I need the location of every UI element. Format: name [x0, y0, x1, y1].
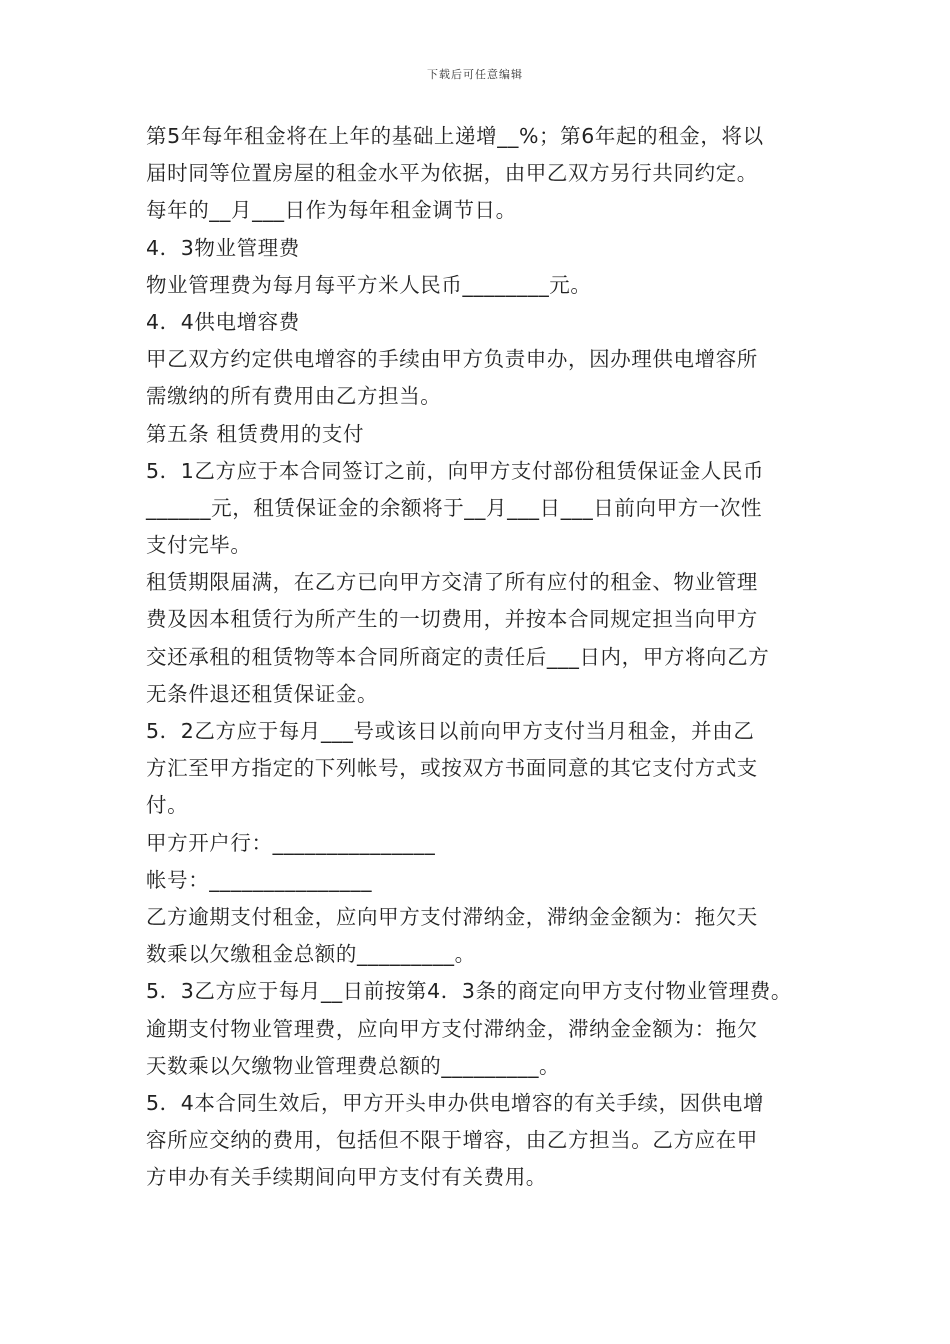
text-line: 数乘以欠缴租金总额的_________。 [146, 942, 476, 967]
text-line: 物业管理费为每月每平方米人民币________元。 [146, 272, 592, 297]
account-field-line: 帐号：_______________ [146, 867, 373, 892]
text-line: 甲乙双方约定供电增容的手续由甲方负责申办，因办理供电增容所 [146, 347, 758, 372]
text-line: 方申办有关手续期间向甲方支付有关费用。 [146, 1165, 547, 1190]
section-heading: 4．3物业管理费 [146, 235, 300, 260]
article-heading: 第五条 租赁费用的支付 [146, 421, 365, 446]
text-line: 付。 [146, 793, 189, 818]
text-line: ______元，租赁保证金的余额将于__月___日___日前向甲方一次性 [146, 495, 763, 520]
text-line: 支付完毕。 [146, 533, 252, 558]
text-line: 5．2乙方应于每月___号或该日以前向甲方支付当月租金，并由乙 [146, 719, 755, 743]
text-line: 5．1乙方应于本合同签订之前，向甲方支付部份租赁保证金人民币 [146, 458, 765, 483]
text-line: 逾期支付物业管理费，应向甲方支付滞纳金，滞纳金金额为：拖欠 [146, 1016, 758, 1041]
text-line: 5．3乙方应于每月__日前按第4．3条的商定向甲方支付物业管理费。 [146, 979, 792, 1004]
text-line: 届时同等位置房屋的租金水平为依据，由甲乙双方另行共同约定。 [146, 161, 758, 186]
text-line: 租赁期限届满，在乙方已向甲方交清了所有应付的租金、物业管理 [146, 570, 758, 595]
document-body [146, 118, 836, 1196]
text-line: 方汇至甲方指定的下列帐号，或按双方书面同意的其它支付方式支 [146, 756, 758, 781]
text-line: 第5年每年租金将在上年的基础上递增__%；第6年起的租金，将以 [146, 124, 764, 148]
bank-field-line: 甲方开户行：_______________ [146, 830, 436, 855]
text-line: 交还承租的租赁物等本合同所商定的责任后___日内，甲方将向乙方 [146, 644, 770, 669]
section-heading: 4．4供电增容费 [146, 309, 300, 334]
text-line: 乙方逾期支付租金，应向甲方支付滞纳金，滞纳金金额为：拖欠天 [146, 904, 758, 929]
text-line: 每年的__月___日作为每年租金调节日。 [146, 198, 517, 223]
page-header: 下载后可任意编辑 [427, 68, 523, 81]
text-line: 容所应交纳的费用，包括但不限于增容，由乙方担当。乙方应在甲 [146, 1128, 758, 1153]
text-line: 需缴纳的所有费用由乙方担当。 [146, 384, 442, 409]
text-line: 费及因本租赁行为所产生的一切费用，并按本合同规定担当向甲方 [146, 607, 758, 632]
text-line: 天数乘以欠缴物业管理费总额的_________。 [146, 1053, 561, 1078]
text-line: 无条件退还租赁保证金。 [146, 681, 379, 706]
text-line: 5．4本合同生效后，甲方开头申办供电增容的有关手续，因供电增 [146, 1090, 765, 1115]
